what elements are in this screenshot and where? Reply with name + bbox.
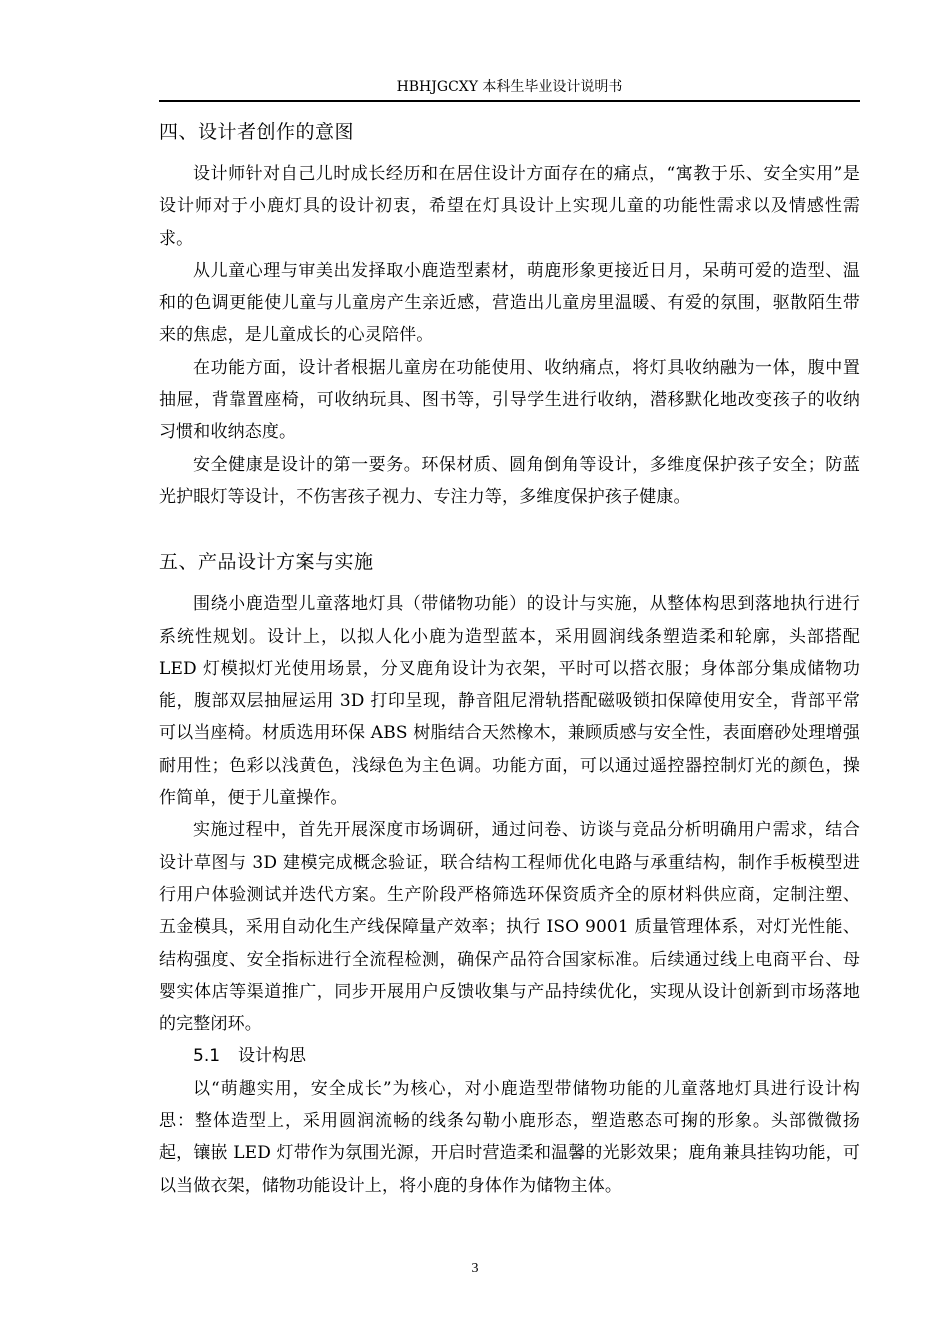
page-number: 3 bbox=[471, 1261, 479, 1276]
header-rule bbox=[159, 100, 860, 102]
page-body bbox=[159, 118, 860, 1202]
section-heading-4: 四、设计者创作的意图 bbox=[159, 121, 355, 143]
body-paragraph: 从儿童心理与审美出发择取小鹿造型素材，萌鹿形象更接近日月，呆萌可爱的造型、温和的色调更能使儿童与儿童房产生亲近感，营造出儿童房里温暖、有爱的氛围，驱散陌生带来的焦虑，是儿童成长的心灵陪伴。 bbox=[159, 260, 860, 346]
body-paragraph: 设计师针对自己儿时成长经历和在居住设计方面存在的痛点，“寓教于乐、安全实用”是设计师对于小鹿灯具的设计初衷，希望在灯具设计上实现儿童的功能性需求以及情感性需求。 bbox=[159, 164, 860, 249]
section-heading-5: 五、产品设计方案与实施 bbox=[159, 551, 374, 574]
body-paragraph: 以“萌趣实用，安全成长”为核心，对小鹿造型带储物功能的儿童落地灯具进行设计构思：整体造型上，采用圆润流畅的线条勾勒小鹿形态，塑造憨态可掬的形象。头部微微扬起，镶嵌 LED 灯带作为氛围光源，开启时营造柔和温馨的光影效果；鹿角兼具挂钩功能，可以当做衣架，储物功能设计上，将小鹿的身体作为储物主体。 bbox=[159, 1078, 860, 1196]
body-paragraph: 实施过程中，首先开展深度市场调研，通过问卷、访谈与竞品分析明确用户需求，结合设计草图与 3D 建模完成概念验证，联合结构工程师优化电路与承重结构，制作手板模型进行用户体验测试并迭代方案。生产阶段严格筛选环保资质齐全的原材料供应商，定制注塑、五金模具，采用自动化生产线保障量产效率；执行 ISO 9001 质量管理体系，对灯光性能、结构强度、安全指标进行全流程检测，确保产品符合国家标准。后续通过线上电商平台、母婴实体店等渠道推广，同步开展用户反馈收集与产品持续优化，实现从设计创新到市场落地的完整闭环。 bbox=[159, 820, 860, 1035]
body-paragraph: 围绕小鹿造型儿童落地灯具（带储物功能）的设计与实施，从整体构思到落地执行进行系统性规划。设计上，以拟人化小鹿为造型蓝本，采用圆润线条塑造柔和轮廓，头部搭配 LED 灯模拟灯光使用场景，分叉鹿角设计为衣架，平时可以搭衣服；身体部分集成储物功能，腹部双层抽屉运用 3D 打印呈现，静音阻尼滑轨搭配磁吸锁扣保障使用安全，背部平常可以当座椅。材质选用环保 ABS 树脂结合天然橡木，兼顾质感与安全性，表面磨砂处理增强耐用性；色彩以浅黄色，浅绿色为主色调。功能方面，可以通过遥控器控制灯光的颜色，操作简单，便于儿童操作。 bbox=[159, 594, 860, 809]
body-paragraph: 安全健康是设计的第一要务。环保材质、圆角倒角等设计，多维度保护孩子安全；防蓝光护眼灯等设计，不伤害孩子视力、专注力等，多维度保护孩子健康。 bbox=[159, 454, 860, 507]
running-header: HBHJGCXY 本科生毕业设计说明书 bbox=[396, 79, 623, 95]
body-paragraph: 在功能方面，设计者根据儿童房在功能使用、收纳痛点，将灯具收纳融为一体，腹中置抽屉，背靠置座椅，可收纳玩具、图书等，引导学生进行收纳，潜移默化地改变孩子的收纳习惯和收纳态度。 bbox=[159, 357, 860, 443]
subsection-number: 5.1 bbox=[193, 1046, 221, 1067]
subsection-title: 设计构思 bbox=[238, 1046, 307, 1067]
subsection-heading bbox=[159, 1040, 860, 1072]
